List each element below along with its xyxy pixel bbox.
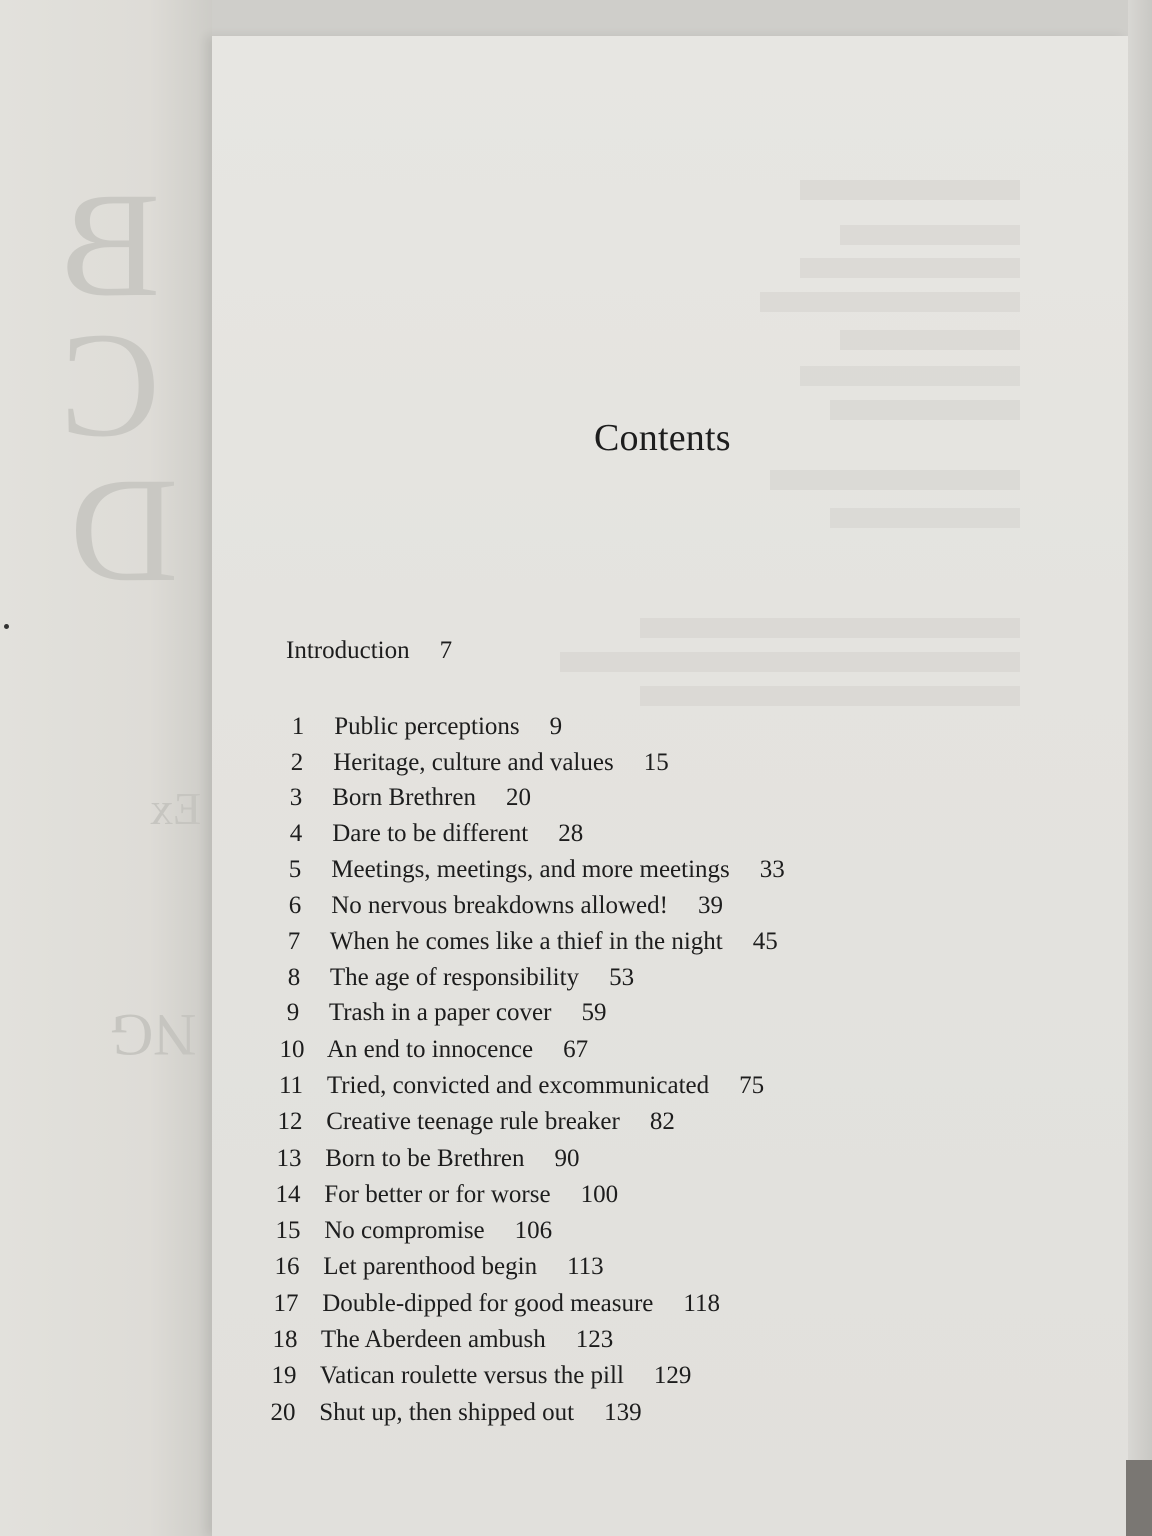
chapter-number: 12 [277,1108,303,1135]
chapter-number: 2 [290,749,304,776]
introduction-page-number: 7 [439,637,453,664]
chapter-number: 11 [278,1072,304,1099]
toc-entry [260,1107,675,1137]
toc-entry [262,1035,588,1065]
toc-entry [256,1289,720,1319]
chapter-title: When he comes like a thief in the night [329,928,723,955]
chapter-title: Born Brethren [332,784,476,811]
bleed-through-line [830,508,1020,528]
toc-introduction [286,637,452,665]
chapter-number: 16 [274,1253,300,1280]
faint-letter-b: B [60,162,161,328]
chapter-page-number: 100 [580,1181,619,1208]
toc-entry [266,783,531,813]
faint-letter-d: D [70,447,179,613]
chapter-title: Shut up, then shipped out [319,1399,575,1426]
toc-entry [268,712,562,742]
chapter-page-number: 113 [567,1253,604,1280]
chapter-page-number: 139 [604,1399,642,1426]
background-surface [1126,1460,1152,1536]
chapter-page-number: 75 [739,1072,765,1099]
chapter-number: 4 [289,820,303,847]
faint-letter-c: C [60,302,161,468]
chapter-number: 18 [272,1326,298,1353]
bleed-through-line [800,258,1020,278]
bleed-through-line [770,470,1020,490]
chapter-page-number: 123 [575,1326,614,1353]
chapter-title: Meetings, meetings, and more meetings [331,856,730,883]
chapter-number: 7 [287,928,301,955]
chapter-page-number: 59 [581,999,607,1026]
chapter-number: 14 [275,1181,301,1208]
chapter-page-number: 53 [609,964,635,991]
left-facing-page [0,0,212,1536]
chapter-page-number: 129 [653,1362,692,1389]
toc-entry [267,748,669,778]
chapter-title: For better or for worse [324,1181,551,1208]
chapter-number: 5 [288,856,302,883]
page-stack-edge [1128,0,1152,1536]
chapter-page-number: 82 [649,1108,675,1135]
chapter-page-number: 28 [558,820,584,847]
faint-fragment-ex: Ex [150,783,202,834]
chapter-number: 6 [288,892,302,919]
bleed-through-line [840,330,1020,350]
chapter-page-number: 90 [554,1145,580,1172]
toc-entry [263,998,606,1028]
toc-entry [266,819,583,849]
chapter-number: 17 [273,1290,299,1317]
chapter-title: Creative teenage rule breaker [326,1108,620,1135]
toc-entry [261,1071,764,1101]
toc-entry [265,855,785,885]
chapter-page-number: 33 [759,856,785,883]
introduction-label: Introduction [286,637,410,664]
chapter-page-number: 15 [643,749,669,776]
bleed-through-line [830,400,1020,420]
chapter-title: The age of responsibility [329,964,580,991]
bleed-through-line [760,292,1020,312]
chapter-number: 9 [286,999,300,1026]
chapter-title: Public perceptions [334,713,520,740]
page-top-edge [212,0,1128,40]
chapter-number: 3 [289,784,303,811]
chapter-page-number: 106 [514,1217,553,1244]
chapter-title: No compromise [324,1217,485,1244]
chapter-title: Dare to be different [332,820,529,847]
chapter-page-number: 39 [697,892,723,919]
toc-entry [264,927,778,957]
bleed-through-line [800,180,1020,200]
toc-entry [257,1252,604,1282]
toc-entry [253,1398,642,1428]
toc-entry [258,1216,552,1246]
toc-entry [254,1361,691,1391]
chapter-number: 20 [270,1399,296,1426]
chapter-page-number: 67 [563,1036,589,1063]
chapter-title: Heritage, culture and values [333,749,614,776]
chapter-title: Tried, convicted and excommunicated [326,1072,710,1099]
chapter-page-number: 45 [752,928,778,955]
bleed-through-line [560,652,1020,672]
toc-entry [255,1325,613,1355]
chapter-page-number: 20 [505,784,531,811]
chapter-title: The Aberdeen ambush [320,1326,546,1353]
bleed-through-line [840,225,1020,245]
bleed-through-line [640,618,1020,638]
chapter-page-number: 9 [549,713,563,740]
chapter-number: 15 [275,1217,301,1244]
chapter-page-number: 118 [683,1290,720,1317]
chapter-number: 10 [279,1036,305,1063]
stray-mark [4,624,9,629]
chapter-number: 13 [276,1145,302,1172]
chapter-number: 1 [291,713,305,740]
chapter-title: Born to be Brethren [325,1145,525,1172]
toc-entry [259,1144,580,1174]
bleed-through-line [800,366,1020,386]
chapter-title: An end to innocence [326,1036,534,1063]
toc-entry [265,891,723,921]
faint-fragment-ng: NG [110,1002,197,1068]
chapter-title: Double-dipped for good measure [322,1290,654,1317]
chapter-title: Trash in a paper cover [328,999,552,1026]
contents-title: Contents [594,417,731,459]
chapter-title: No nervous breakdowns allowed! [331,892,668,919]
chapter-number: 19 [271,1362,297,1389]
chapter-number: 8 [287,964,301,991]
toc-entry [258,1180,618,1210]
chapter-title: Let parenthood begin [323,1253,538,1280]
bleed-through-line [640,686,1020,706]
chapter-title: Vatican roulette versus the pill [319,1362,624,1389]
toc-entry [264,963,634,993]
